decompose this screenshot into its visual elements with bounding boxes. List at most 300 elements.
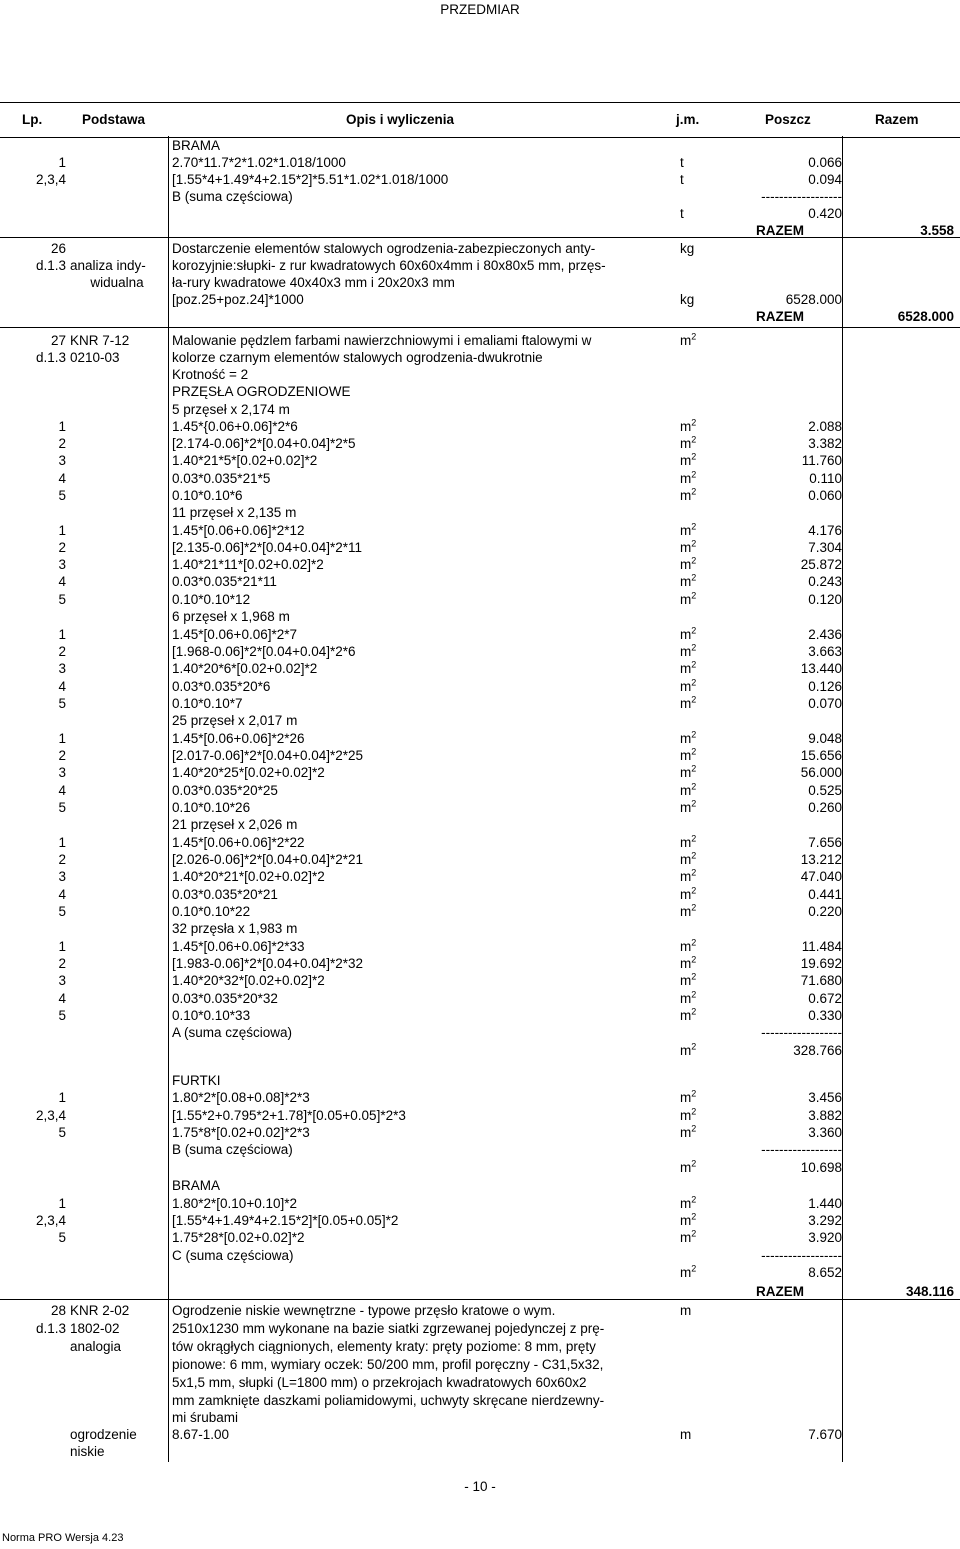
row-quantity: 0.525: [808, 783, 842, 798]
table-row: [0, 955, 960, 972]
unit-exponent: 2: [691, 937, 697, 948]
row-description: Krotność = 2: [172, 367, 249, 382]
table-row: [0, 435, 960, 452]
software-footer: Norma PRO Wersja 4.23: [2, 1532, 124, 1544]
row-description: 1.45*[0.06+0.06]*2*26: [172, 731, 305, 746]
unit-text: kg: [680, 241, 695, 256]
unit-text: m: [680, 1160, 692, 1175]
unit-text: m: [680, 557, 692, 572]
row-quantity: 13.440: [800, 661, 842, 676]
row-description: 0.03*0.035*20*32: [172, 991, 278, 1006]
table-row: [0, 154, 960, 171]
row-description: 1.40*20*6*[0.02+0.02]*2: [172, 661, 318, 676]
unit-text: m: [680, 1090, 692, 1105]
unit-exponent: 2: [691, 1211, 697, 1222]
table-row: [0, 1338, 960, 1355]
row-unit: [680, 154, 684, 171]
table-row: [0, 504, 960, 521]
row-description: 1.45*[0.06+0.06]*2*12: [172, 523, 305, 538]
row-basis: niskie: [70, 1444, 105, 1459]
unit-text: m: [680, 1008, 692, 1023]
row-quantity: 11.760: [801, 453, 842, 468]
unit-text: m: [680, 1213, 692, 1228]
unit-exponent: 2: [691, 572, 697, 583]
unit-text: m: [680, 1303, 692, 1318]
unit-exponent: 2: [691, 434, 697, 445]
unit-text: m: [680, 661, 692, 676]
row-quantity: ------------------: [761, 1142, 842, 1157]
unit-text: m: [680, 696, 692, 711]
page-title: PRZEDMIAR: [440, 2, 520, 17]
razem-total: 348.116: [905, 1284, 954, 1299]
table-row: [0, 695, 960, 712]
row-description: [2.174-0.06]*2*[0.04+0.04]*2*5: [172, 436, 356, 451]
unit-exponent: 2: [691, 1194, 697, 1205]
unit-exponent: 2: [691, 902, 697, 913]
table-row: [0, 556, 960, 573]
unit-text: m: [680, 1265, 692, 1280]
row-description: 1.45*{0.06+0.06]*2*6: [172, 419, 298, 434]
row-description: 1.80*2*[0.08+0.08]*2*3: [172, 1090, 310, 1105]
row-description: 0.10*0.10*12: [172, 592, 251, 607]
unit-text: m: [680, 471, 692, 486]
unit-exponent: 2: [691, 590, 697, 601]
unit-text: m: [680, 956, 692, 971]
table-row: [0, 990, 960, 1007]
row-description: 1.40*20*21*[0.02+0.02]*2: [172, 869, 325, 884]
row-description: 2.70*11.7*2*1.02*1.018/1000: [172, 155, 346, 170]
row-unit: [680, 487, 696, 504]
row-number: 3: [58, 869, 66, 884]
row-description: 1.45*[0.06+0.06]*2*33: [172, 939, 305, 954]
table-row: [0, 938, 960, 955]
row-number: 5: [58, 1125, 66, 1140]
table-row: [0, 452, 960, 469]
unit-text: m: [680, 1108, 692, 1123]
row-number: 1: [58, 835, 66, 850]
table-row: [0, 1409, 960, 1426]
row-description: 1.45*[0.06+0.06]*2*22: [172, 835, 305, 850]
row-description: [1.55*4+1.49*4+2.15*2]*[0.05+0.05]*2: [172, 1213, 399, 1228]
row-number: 2,3,4: [35, 172, 66, 187]
row-quantity: ------------------: [761, 189, 842, 204]
row-quantity: ------------------: [761, 1248, 842, 1263]
row-description: 0.10*0.10*33: [172, 1008, 251, 1023]
row-description: 1.45*[0.06+0.06]*2*7: [172, 627, 297, 642]
table-row: [0, 1141, 960, 1158]
row-quantity: 0.243: [808, 574, 842, 589]
row-description: mi śrubami: [172, 1410, 239, 1425]
table-row: [0, 1177, 960, 1194]
row-description: C (suma częściowa): [172, 1248, 294, 1263]
table-row: [0, 401, 960, 418]
row-basis: analiza indy-: [70, 258, 146, 273]
table-row: [0, 1107, 960, 1124]
unit-exponent: 2: [691, 867, 697, 878]
row-number: 1: [58, 1090, 66, 1105]
unit-exponent: 2: [691, 555, 697, 566]
table-row: [0, 1426, 960, 1443]
row-description: [1.983-0.06]*2*[0.04+0.04]*2*32: [172, 956, 364, 971]
table-row: [0, 188, 960, 205]
row-unit: [680, 332, 696, 349]
row-description: Malowanie pędzlem farbami nawierzchniowymi i emaliami ftalowymi w: [172, 333, 592, 348]
table-row: [0, 470, 960, 487]
row-number: 3: [58, 557, 66, 572]
table-row: [0, 730, 960, 747]
row-description: 21 przęseł x 2,026 m: [172, 817, 298, 832]
row-number: 5: [58, 592, 66, 607]
row-number: 1: [58, 523, 66, 538]
row-description: BRAMA: [172, 1178, 221, 1193]
unit-text: m: [680, 523, 692, 538]
unit-text: m: [680, 436, 692, 451]
table-row: [0, 573, 960, 590]
row-description: [2.135-0.06]*2*[0.04+0.04]*2*11: [172, 540, 363, 555]
row-description: 11 przęseł x 2,135 m: [172, 505, 297, 520]
unit-text: m: [680, 679, 692, 694]
header-jm: j.m.: [676, 112, 700, 127]
unit-exponent: 2: [691, 677, 697, 688]
table-row: [0, 418, 960, 435]
unit-exponent: 2: [691, 989, 697, 1000]
row-description: 1.40*21*5*[0.02+0.02]*2: [172, 453, 318, 468]
unit-exponent: 2: [691, 1158, 697, 1169]
row-unit: [680, 171, 684, 188]
table-row: [0, 332, 960, 349]
row-number: 3: [58, 765, 66, 780]
table-row: [0, 1247, 960, 1264]
row-description: 0.10*0.10*6: [172, 488, 243, 503]
header-poszcz: Poszcz: [765, 112, 811, 127]
table-row: [0, 1159, 960, 1176]
row-quantity: 10.698: [800, 1160, 842, 1175]
row-unit: [680, 903, 696, 920]
unit-text: m: [680, 1043, 692, 1058]
row-quantity: 0.330: [808, 1008, 842, 1023]
row-basis: KNR 7-12: [70, 333, 130, 348]
row-number: 4: [58, 783, 66, 798]
table-row: [0, 626, 960, 643]
row-quantity: 0.260: [808, 800, 842, 815]
row-number: 1: [58, 155, 66, 170]
table-row: [0, 678, 960, 695]
row-number: 1: [58, 939, 66, 954]
unit-text: t: [680, 206, 684, 221]
unit-exponent: 2: [691, 659, 697, 670]
razem-total: 6528.000: [897, 309, 954, 324]
row-quantity: 0.441: [808, 887, 842, 902]
row-number: 1: [58, 1196, 66, 1211]
row-unit: [680, 799, 696, 816]
table-row: [0, 1042, 960, 1059]
row-quantity: 7.304: [808, 540, 842, 555]
table-row: [0, 291, 960, 308]
row-basis: 0210-03: [70, 350, 120, 365]
row-description: 1.75*8*[0.02+0.02]*2*3: [172, 1125, 310, 1140]
unit-exponent: 2: [691, 694, 697, 705]
table-row: [0, 1302, 960, 1319]
row-quantity: 25.872: [800, 557, 842, 572]
table-row: [0, 1124, 960, 1141]
row-quantity: 13.212: [800, 852, 842, 867]
unit-text: m: [680, 574, 692, 589]
row-quantity: 3.663: [808, 644, 842, 659]
unit-exponent: 2: [691, 1228, 697, 1239]
row-description: 1.75*28*[0.02+0.02]*2: [172, 1230, 305, 1245]
table-header: [0, 102, 960, 138]
row-description: 0.03*0.035*20*6: [172, 679, 271, 694]
table-row: [0, 1283, 960, 1300]
table-row: [0, 1320, 960, 1337]
unit-exponent: 2: [691, 469, 697, 480]
row-description: [2.017-0.06]*2*[0.04+0.04]*2*25: [172, 748, 364, 763]
row-description: mm zamknięte daszkami poliamidowymi, uchwyty skręcane nierdzewny-: [172, 1393, 605, 1408]
table-row: [0, 816, 960, 833]
row-description: 25 przęseł x 2,017 m: [172, 713, 298, 728]
table-row: [0, 308, 960, 325]
row-unit: [680, 470, 696, 487]
header-lp: Lp.: [22, 112, 43, 127]
row-quantity: 11.484: [801, 939, 842, 954]
row-number: 5: [58, 1008, 66, 1023]
row-description: Ogrodzenie niskie wewnętrzne - typowe przęsło kratowe o wym.: [172, 1303, 556, 1318]
table-row: [0, 366, 960, 383]
row-unit: [680, 240, 694, 257]
unit-text: m: [680, 1125, 692, 1140]
table-row: [0, 591, 960, 608]
unit-exponent: 2: [691, 971, 697, 982]
table-row: [0, 1229, 960, 1246]
unit-text: t: [680, 172, 684, 187]
table-row: [0, 972, 960, 989]
row-unit: [680, 1159, 696, 1176]
table-row: [0, 764, 960, 781]
unit-text: m: [680, 488, 692, 503]
table-row: [0, 851, 960, 868]
row-description: 0.03*0.035*21*11: [172, 574, 277, 589]
unit-text: m: [680, 887, 692, 902]
row-basis: KNR 2-02: [70, 1303, 130, 1318]
table-row: [0, 747, 960, 764]
header-razem: Razem: [875, 112, 919, 127]
row-description: 0.03*0.035*21*5: [172, 471, 271, 486]
row-number: 4: [58, 679, 66, 694]
table-row: [0, 349, 960, 366]
unit-exponent: 2: [691, 642, 697, 653]
row-quantity: 3.360: [808, 1125, 842, 1140]
row-unit: [680, 1229, 696, 1246]
unit-exponent: 2: [691, 729, 697, 740]
row-unit: [680, 1302, 691, 1319]
table-row: [0, 782, 960, 799]
table-row: [0, 660, 960, 677]
unit-exponent: 2: [691, 331, 697, 342]
row-description: Dostarczenie elementów stalowych ogrodzenia-zabezpieczonych anty-: [172, 241, 596, 256]
unit-text: m: [680, 852, 692, 867]
row-quantity: 3.456: [808, 1090, 842, 1105]
row-quantity: 1.440: [808, 1196, 842, 1211]
row-quantity: 328.766: [793, 1043, 842, 1058]
unit-text: m: [680, 991, 692, 1006]
unit-exponent: 2: [691, 451, 697, 462]
row-unit: [680, 435, 696, 452]
row-unit: [680, 591, 696, 608]
table-row: [0, 1392, 960, 1409]
table-row: [0, 608, 960, 625]
unit-exponent: 2: [691, 1041, 697, 1052]
unit-text: m: [680, 627, 692, 642]
unit-exponent: 2: [691, 1006, 697, 1017]
row-number: 26: [50, 241, 66, 256]
row-number: 5: [58, 800, 66, 815]
row-description: B (suma częściowa): [172, 1142, 293, 1157]
row-description: 1.40*20*25*[0.02+0.02]*2: [172, 765, 325, 780]
table-row: [0, 539, 960, 556]
unit-exponent: 2: [691, 781, 697, 792]
row-description: pionowe: 6 mm, wymiary oczek: 50/200 mm, profil poręczny - C31,5x32,: [172, 1357, 604, 1372]
row-number: 2: [58, 436, 66, 451]
header-podstawa: Podstawa: [82, 112, 146, 127]
unit-text: m: [680, 592, 692, 607]
row-unit: [680, 938, 696, 955]
row-unit: [680, 764, 696, 781]
table-row: [0, 1195, 960, 1212]
unit-text: m: [680, 644, 692, 659]
row-quantity: 3.292: [808, 1213, 842, 1228]
unit-exponent: 2: [691, 625, 697, 636]
unit-exponent: 2: [691, 850, 697, 861]
table-row: [0, 171, 960, 188]
row-quantity: 9.048: [808, 731, 842, 746]
unit-exponent: 2: [691, 1263, 697, 1274]
row-number: 5: [58, 904, 66, 919]
row-unit: [680, 747, 696, 764]
row-quantity: 3.382: [808, 436, 842, 451]
row-description: 1.80*2*[0.10+0.10]*2: [172, 1196, 297, 1211]
row-number: 2: [58, 644, 66, 659]
row-number: 5: [58, 696, 66, 711]
row-quantity: 15.656: [800, 748, 842, 763]
row-unit: [680, 660, 696, 677]
row-number: 27: [50, 333, 66, 348]
row-description: korozyjnie:słupki- z rur kwadratowych 60x60x4mm i 80x80x5 mm, przęs-: [172, 258, 606, 273]
row-unit: [680, 1264, 696, 1281]
row-number: 2: [58, 852, 66, 867]
row-description: PRZĘSŁA OGRODZENIOWE: [172, 384, 351, 399]
unit-exponent: 2: [691, 885, 697, 896]
row-unit: [680, 1212, 696, 1229]
row-number: 4: [58, 991, 66, 1006]
row-quantity: 2.088: [808, 419, 842, 434]
row-quantity: 4.176: [808, 523, 842, 538]
row-quantity: 0.060: [808, 488, 842, 503]
row-quantity: ------------------: [761, 1025, 842, 1040]
table-row: [0, 1374, 960, 1391]
row-unit: [680, 205, 684, 222]
row-number: 28: [50, 1303, 66, 1318]
row-quantity: 3.882: [808, 1108, 842, 1123]
unit-text: m: [680, 835, 692, 850]
unit-text: m: [680, 904, 692, 919]
unit-exponent: 2: [691, 763, 697, 774]
table-row: [0, 903, 960, 920]
row-number: d.1.3: [35, 350, 66, 365]
row-unit: [680, 1042, 696, 1059]
razem-total: 3.558: [920, 223, 954, 238]
row-description: 0.10*0.10*22: [172, 904, 251, 919]
row-unit: [680, 1426, 691, 1443]
row-unit: [680, 972, 696, 989]
row-number: 2: [58, 748, 66, 763]
table-row: [0, 1024, 960, 1041]
unit-exponent: 2: [691, 746, 697, 757]
row-unit: [680, 955, 696, 972]
unit-text: m: [680, 800, 692, 815]
row-description: 5 przęseł x 2,174 m: [172, 402, 290, 417]
row-quantity: 0.672: [808, 991, 842, 1006]
row-number: 4: [58, 471, 66, 486]
row-description: kolorze czarnym elementów stalowych ogrodzenia-dwukrotnie: [172, 350, 543, 365]
row-description: 2510x1230 mm wykonane na bazie siatki zgrzewanej pojedynczej z prę-: [172, 1321, 605, 1336]
row-number: 2,3,4: [35, 1108, 66, 1123]
row-unit: [680, 626, 696, 643]
row-description: B (suma częściowa): [172, 189, 293, 204]
row-description: [poz.25+poz.24]*1000: [172, 292, 304, 307]
razem-label: RAZEM: [756, 1284, 804, 1299]
razem-label: RAZEM: [756, 309, 804, 324]
row-quantity: 56.000: [800, 765, 842, 780]
row-description: 0.03*0.035*20*21: [172, 887, 278, 902]
row-basis: widualna: [90, 275, 144, 290]
row-description: ła-rury kwadratowe 40x40x3 mm i 20x20x3 mm: [172, 275, 455, 290]
table-row: [0, 240, 960, 257]
row-number: 2,3,4: [35, 1213, 66, 1228]
unit-text: m: [680, 748, 692, 763]
unit-text: m: [680, 1230, 692, 1245]
table-row: [0, 487, 960, 504]
row-unit: [680, 678, 696, 695]
row-number: 5: [58, 488, 66, 503]
table-row: [0, 205, 960, 222]
row-description: 1.40*20*32*[0.02+0.02]*2: [172, 973, 325, 988]
row-number: d.1.3: [35, 258, 66, 273]
table-row: [0, 712, 960, 729]
page-number: - 10 -: [464, 1479, 496, 1494]
row-unit: [680, 1107, 696, 1124]
row-description: tów okrągłych ciągnionych, elementy kraty: pręty poziome: 8 mm, pręty: [172, 1339, 596, 1354]
row-unit: [680, 834, 696, 851]
row-quantity: 8.652: [808, 1265, 842, 1280]
row-unit: [680, 868, 696, 885]
unit-text: kg: [680, 292, 695, 307]
table-row: [0, 1007, 960, 1024]
row-unit: [680, 573, 696, 590]
unit-text: m: [680, 1427, 692, 1442]
table-row: [0, 920, 960, 937]
row-quantity: 0.066: [808, 155, 842, 170]
row-quantity: 0.220: [808, 904, 842, 919]
row-description: BRAMA: [172, 138, 221, 153]
row-unit: [680, 1195, 696, 1212]
table-row: [0, 1264, 960, 1281]
row-number: 3: [58, 661, 66, 676]
row-description: 5x1,5 mm, słupki (L=1800 mm) o przekrojach kwadratowych 60x60x2: [172, 1375, 587, 1390]
row-description: 0.10*0.10*26: [172, 800, 251, 815]
table-row: [0, 257, 960, 274]
table-row: [0, 643, 960, 660]
row-unit: [680, 1007, 696, 1024]
